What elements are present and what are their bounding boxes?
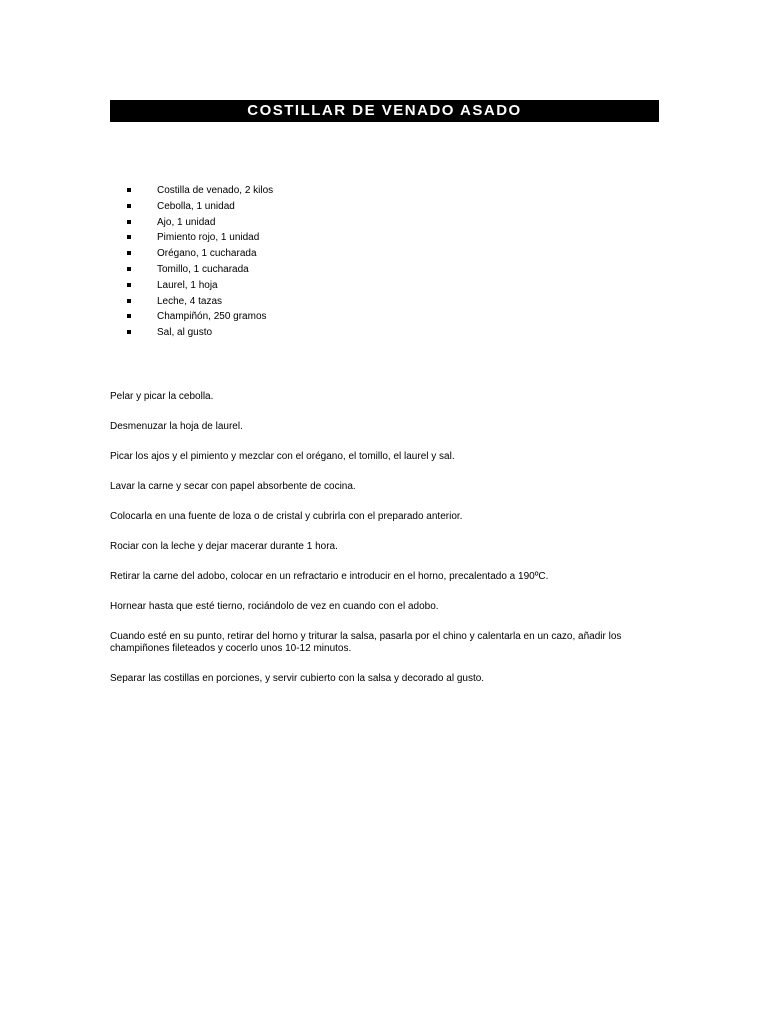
ingredient-text: Tomillo, 1 cucharada (157, 263, 249, 275)
ingredient-text: Pimiento rojo, 1 unidad (157, 232, 260, 244)
instruction-step: Colocarla en una fuente de loza o de cristal y cubrirla con el preparado anterior. (110, 511, 463, 522)
square-bullet-icon (127, 220, 131, 224)
instructions (110, 391, 659, 703)
ingredient-item (110, 183, 659, 199)
instruction-step: Lavar la carne y secar con papel absorbente de cocina. (110, 481, 356, 492)
ingredient-item (110, 325, 659, 341)
ingredient-text: Champiñón, 250 gramos (157, 311, 267, 323)
square-bullet-icon (127, 251, 131, 255)
ingredient-item (110, 199, 659, 215)
instruction-step: Separar las costillas en porciones, y servir cubierto con la salsa y decorado al gusto. (110, 673, 485, 684)
instruction-step: Pelar y picar la cebolla. (110, 391, 214, 402)
square-bullet-icon (127, 314, 131, 318)
ingredient-list (110, 183, 659, 341)
square-bullet-icon (127, 235, 131, 239)
ingredient-text: Ajo, 1 unidad (157, 216, 216, 228)
ingredient-item (110, 278, 659, 294)
ingredient-item (110, 246, 659, 262)
ingredient-item (110, 294, 659, 310)
instruction-step: Picar los ajos y el pimiento y mezclar con el orégano, el tomillo, el laurel y sal. (110, 451, 455, 462)
instruction-step: Hornear hasta que esté tierno, rociándolo de vez en cuando con el adobo. (110, 601, 439, 612)
square-bullet-icon (127, 299, 131, 303)
instruction-step: Rociar con la leche y dejar macerar durante 1 hora. (110, 541, 338, 552)
ingredient-item (110, 230, 659, 246)
ingredient-text: Laurel, 1 hoja (157, 279, 218, 291)
square-bullet-icon (127, 188, 131, 192)
instruction-step: Cuando esté en su punto, retirar del horno y triturar la salsa, pasarla por el chino y calentarla en un cazo, añadir los champiñones fileteados y cocerlo unos 10-12 minutos. (110, 631, 622, 654)
square-bullet-icon (127, 267, 131, 271)
recipe-title: COSTILLAR DE VENADO ASADO (110, 100, 659, 122)
ingredient-text: Costilla de venado, 2 kilos (157, 185, 274, 196)
ingredient-text: Leche, 4 tazas (157, 295, 223, 307)
square-bullet-icon (127, 283, 131, 287)
instruction-step: Retirar la carne del adobo, colocar en un refractario e introducir en el horno, precalentado a 190ºC. (110, 571, 549, 582)
instruction-step: Desmenuzar la hoja de laurel. (110, 421, 243, 432)
square-bullet-icon (127, 204, 131, 208)
ingredient-item (110, 262, 659, 278)
square-bullet-icon (127, 330, 131, 334)
ingredient-item (110, 309, 659, 325)
ingredient-item (110, 215, 659, 231)
ingredient-text: Sal, al gusto (157, 327, 213, 339)
ingredient-text: Orégano, 1 cucharada (157, 248, 257, 260)
ingredient-text: Cebolla, 1 unidad (157, 200, 235, 212)
